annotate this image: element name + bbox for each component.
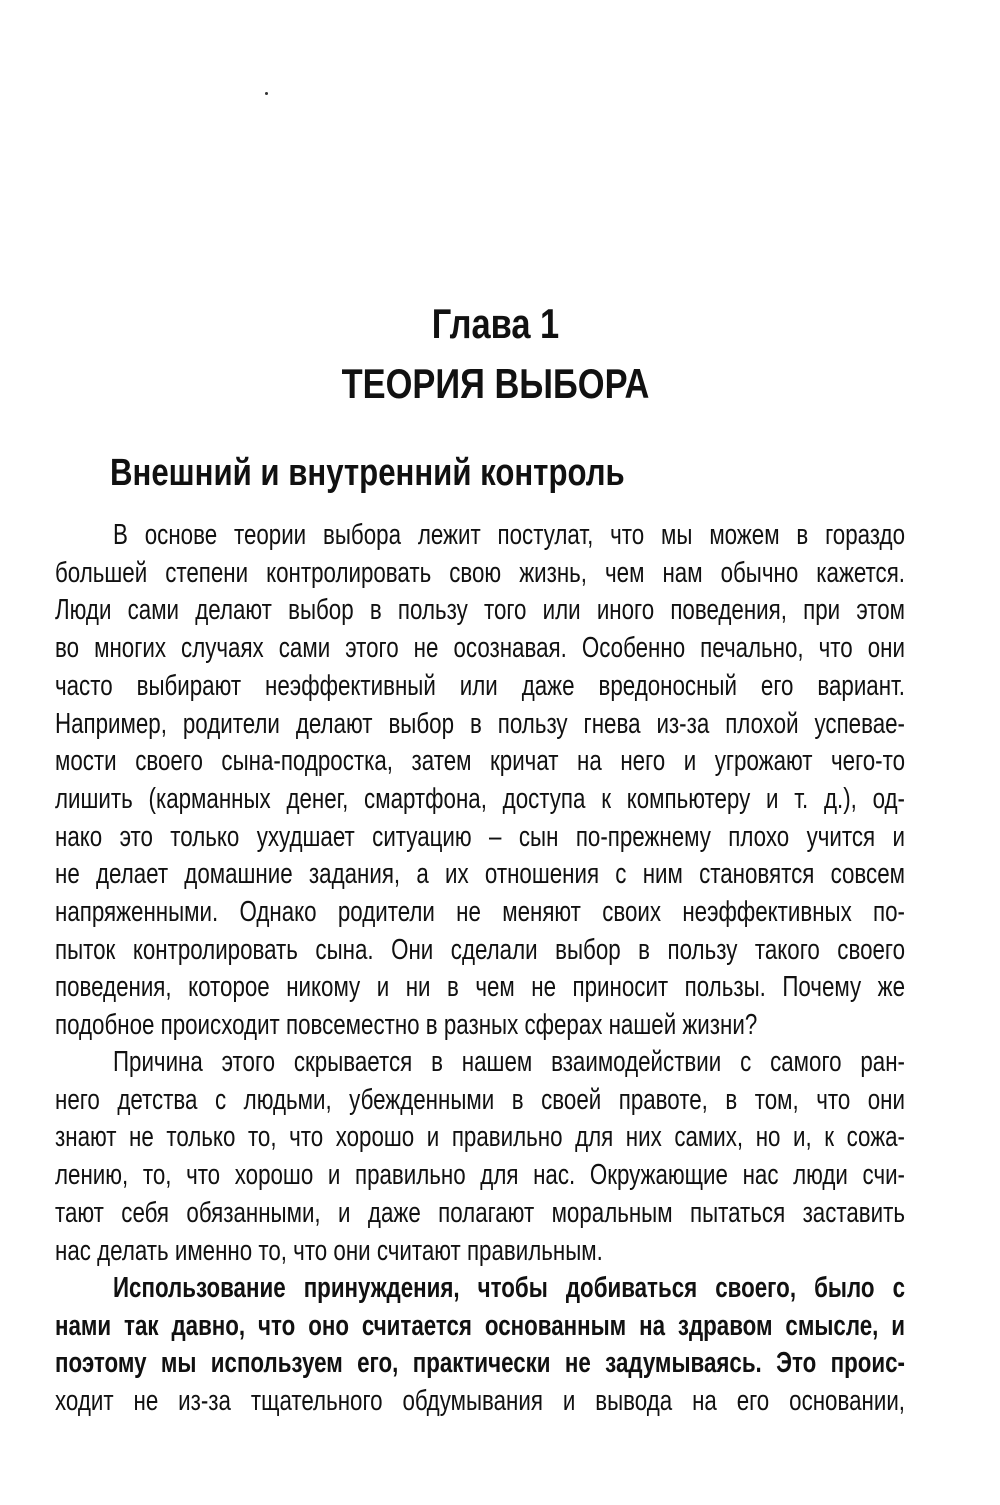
text-line: Например, родители делают выбор в пользу гнева из-за плохой успевае-	[55, 707, 905, 740]
text-line: лению, то, что хорошо и правильно для нас. Окружающие нас люди счи-	[55, 1159, 905, 1192]
text-line: часто выбирают неэффективный или даже вредоносный его вариант.	[55, 669, 905, 702]
text-line: В основе теории выбора лежит постулат, что мы можем в гораздо	[112, 519, 905, 551]
text-line: пыток контролировать сына. Они сделали выбор в пользу такого своего	[55, 933, 905, 966]
scan-speck	[265, 92, 268, 95]
text-line: него детства с людьми, убежденными в своей правоте, в том, что они	[55, 1083, 905, 1116]
text-line: нами так давно, что оно считается основанным на здравом смысле, и	[55, 1309, 905, 1342]
text-line: Причина этого скрывается в нашем взаимодействии с самого ран-	[112, 1046, 905, 1078]
text-line: не делает домашние задания, а их отношения с ним становятся совсем	[55, 858, 905, 891]
text-line: поэтому мы используем его, практически не задумываясь. Это проис-	[55, 1347, 905, 1380]
text-line: напряженными. Однако родители не меняют своих неэффективных по-	[55, 896, 905, 928]
text-line: мости своего сына-подростка, затем кричат на него и угрожают чего-то	[55, 745, 905, 778]
text-line: во многих случаях сами этого не осознавая. Особенно печально, что они	[55, 632, 905, 665]
text-line: Использование принуждения, чтобы добиваться своего, было с	[112, 1272, 905, 1304]
text-line: нас делать именно то, что они считают правильным.	[55, 1234, 603, 1267]
text-line: подобное происходит повсеместно в разных сферах нашей жизни?	[55, 1009, 758, 1042]
text-line: поведения, которое никому и ни в чем не приносит пользы. Почему же	[55, 971, 905, 1004]
text-line: ходит не из-за тщательного обдумывания и вывода на его основании,	[55, 1385, 905, 1418]
text-line: тают себя обязанными, и даже полагают моральным пытаться заставить	[55, 1196, 905, 1229]
text-line: Люди сами делают выбор в пользу того или иного поведения, при этом	[55, 594, 905, 627]
chapter-title: ТЕОРИЯ ВЫБОРА	[341, 360, 650, 407]
text-line: большей степени контролировать свою жизнь, чем нам обычно кажется.	[55, 556, 905, 589]
text-line: знают не только то, что хорошо и правильно для них самих, но и, к сожа-	[55, 1121, 905, 1154]
section-heading: Внешний и внутренний контроль	[110, 452, 625, 494]
chapter-label: Глава 1	[431, 300, 560, 347]
text-line: лишить (карманных денег, смартфона, доступа к компьютеру и т. д.), од-	[55, 782, 905, 815]
text-line: нако это только ухудшает ситуацию – сын по-прежнему плохо учится и	[55, 820, 905, 853]
